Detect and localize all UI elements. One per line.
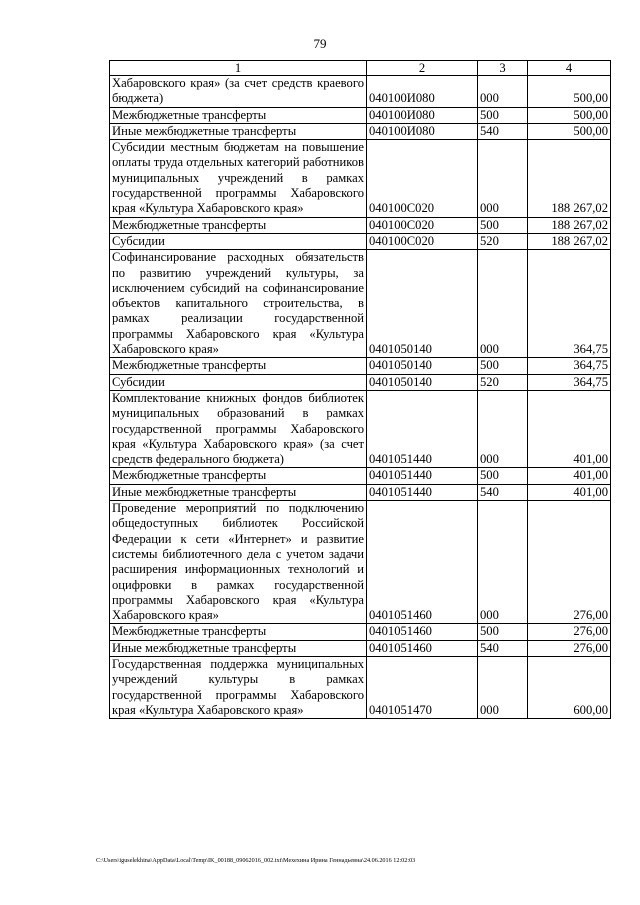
row-sum-cell: 364,75 xyxy=(528,250,611,358)
table-row xyxy=(110,656,611,718)
budget-table xyxy=(109,60,611,719)
row-type-cell: 520 xyxy=(478,233,528,249)
row-sum-cell: 276,00 xyxy=(528,640,611,656)
table-row xyxy=(110,501,611,624)
table-row xyxy=(110,390,611,467)
row-name-cell: Межбюджетные трансферты xyxy=(110,217,367,233)
row-sum-cell: 600,00 xyxy=(528,656,611,718)
row-code-cell: 040100С020 xyxy=(367,217,478,233)
row-code-cell: 0401050140 xyxy=(367,374,478,390)
header-col-3: 3 xyxy=(478,61,528,76)
row-sum-cell: 500,00 xyxy=(528,76,611,108)
table-row xyxy=(110,233,611,249)
row-name-cell: Софинансирование расходных обязательств по развитию учреждений культуры, за исключением субсидий на софинансирование объектов капитального строительства, в рамках реализации государственной программы Хабаровского края «Культура Хабаровского края» xyxy=(110,250,367,358)
row-sum-cell: 188 267,02 xyxy=(528,233,611,249)
row-type-cell: 000 xyxy=(478,76,528,108)
header-col-2: 2 xyxy=(367,61,478,76)
table-row xyxy=(110,468,611,484)
row-name-cell: Проведение мероприятий по подключению общедоступных библиотек Российской Федерации к сети «Интернет» и развитие системы библиотечного дела с учетом задачи расширения информационных технологий и оцифровки в рамках государственной программы Хабаровского края «Культура Хабаровского края» xyxy=(110,501,367,624)
row-code-cell: 040100И080 xyxy=(367,107,478,123)
row-type-cell: 540 xyxy=(478,484,528,500)
table-row xyxy=(110,624,611,640)
row-sum-cell: 276,00 xyxy=(528,501,611,624)
row-code-cell: 0401051460 xyxy=(367,501,478,624)
table-row xyxy=(110,123,611,139)
row-name-cell: Межбюджетные трансферты xyxy=(110,358,367,374)
row-type-cell: 520 xyxy=(478,374,528,390)
row-name-cell: Комплектование книжных фондов библиотек муниципальных образований в рамках государственной программы Хабаровского края «Культура Хабаровского края» (за счет средств федерального бюджета) xyxy=(110,390,367,467)
row-sum-cell: 364,75 xyxy=(528,374,611,390)
row-code-cell: 0401050140 xyxy=(367,250,478,358)
row-code-cell: 040100И080 xyxy=(367,123,478,139)
table-body xyxy=(110,76,611,719)
row-sum-cell: 401,00 xyxy=(528,484,611,500)
table-row xyxy=(110,217,611,233)
table-header-row xyxy=(110,61,611,76)
row-type-cell: 540 xyxy=(478,640,528,656)
row-type-cell: 000 xyxy=(478,501,528,624)
row-code-cell: 0401050140 xyxy=(367,358,478,374)
table-row xyxy=(110,76,611,108)
table-row xyxy=(110,358,611,374)
row-type-cell: 000 xyxy=(478,656,528,718)
row-sum-cell: 500,00 xyxy=(528,123,611,139)
row-code-cell: 040100С020 xyxy=(367,140,478,217)
row-sum-cell: 188 267,02 xyxy=(528,217,611,233)
row-name-cell: Межбюджетные трансферты xyxy=(110,624,367,640)
row-code-cell: 0401051470 xyxy=(367,656,478,718)
row-sum-cell: 401,00 xyxy=(528,390,611,467)
page-number: 79 xyxy=(313,36,327,51)
row-sum-cell: 364,75 xyxy=(528,358,611,374)
row-name-cell: Иные межбюджетные трансферты xyxy=(110,123,367,139)
row-name-cell: Субсидии местным бюджетам на повышение оплаты труда отдельных категорий работников муниципальных учреждений в рамках государственной программы Хабаровского края «Культура Хабаровского края» xyxy=(110,140,367,217)
row-type-cell: 500 xyxy=(478,468,528,484)
row-code-cell: 0401051460 xyxy=(367,624,478,640)
row-type-cell: 000 xyxy=(478,140,528,217)
row-name-cell: Иные межбюджетные трансферты xyxy=(110,640,367,656)
row-sum-cell: 188 267,02 xyxy=(528,140,611,217)
table-row xyxy=(110,107,611,123)
header-col-4: 4 xyxy=(528,61,611,76)
row-sum-cell: 276,00 xyxy=(528,624,611,640)
row-type-cell: 500 xyxy=(478,624,528,640)
row-sum-cell: 500,00 xyxy=(528,107,611,123)
row-type-cell: 500 xyxy=(478,107,528,123)
row-code-cell: 0401051440 xyxy=(367,390,478,467)
row-code-cell: 040100С020 xyxy=(367,233,478,249)
row-name-cell: Межбюджетные трансферты xyxy=(110,468,367,484)
header-col-1: 1 xyxy=(110,61,367,76)
row-name-cell: Хабаровского края» (за счет средств краевого бюджета) xyxy=(110,76,367,108)
row-name-cell: Субсидии xyxy=(110,233,367,249)
file-path-footer: C:\Users\iguselekhina\AppData\Local\Temp\IK_00188_09062016_002.txt\Мехехина Ирина Геннадьевна\24.06.2016 12:02:03 xyxy=(96,857,416,864)
row-type-cell: 540 xyxy=(478,123,528,139)
row-name-cell: Государственная поддержка муниципальных учреждений культуры в рамках государственной программы Хабаровского края «Культура Хабаровского края» xyxy=(110,656,367,718)
table-row xyxy=(110,484,611,500)
row-type-cell: 500 xyxy=(478,358,528,374)
row-type-cell: 500 xyxy=(478,217,528,233)
row-name-cell: Межбюджетные трансферты xyxy=(110,107,367,123)
table-row xyxy=(110,640,611,656)
row-type-cell: 000 xyxy=(478,250,528,358)
row-name-cell: Иные межбюджетные трансферты xyxy=(110,484,367,500)
row-code-cell: 0401051460 xyxy=(367,640,478,656)
table-row xyxy=(110,140,611,217)
row-code-cell: 040100И080 xyxy=(367,76,478,108)
row-code-cell: 0401051440 xyxy=(367,484,478,500)
row-name-cell: Субсидии xyxy=(110,374,367,390)
table-row xyxy=(110,250,611,358)
row-type-cell: 000 xyxy=(478,390,528,467)
row-code-cell: 0401051440 xyxy=(367,468,478,484)
row-sum-cell: 401,00 xyxy=(528,468,611,484)
table-row xyxy=(110,374,611,390)
